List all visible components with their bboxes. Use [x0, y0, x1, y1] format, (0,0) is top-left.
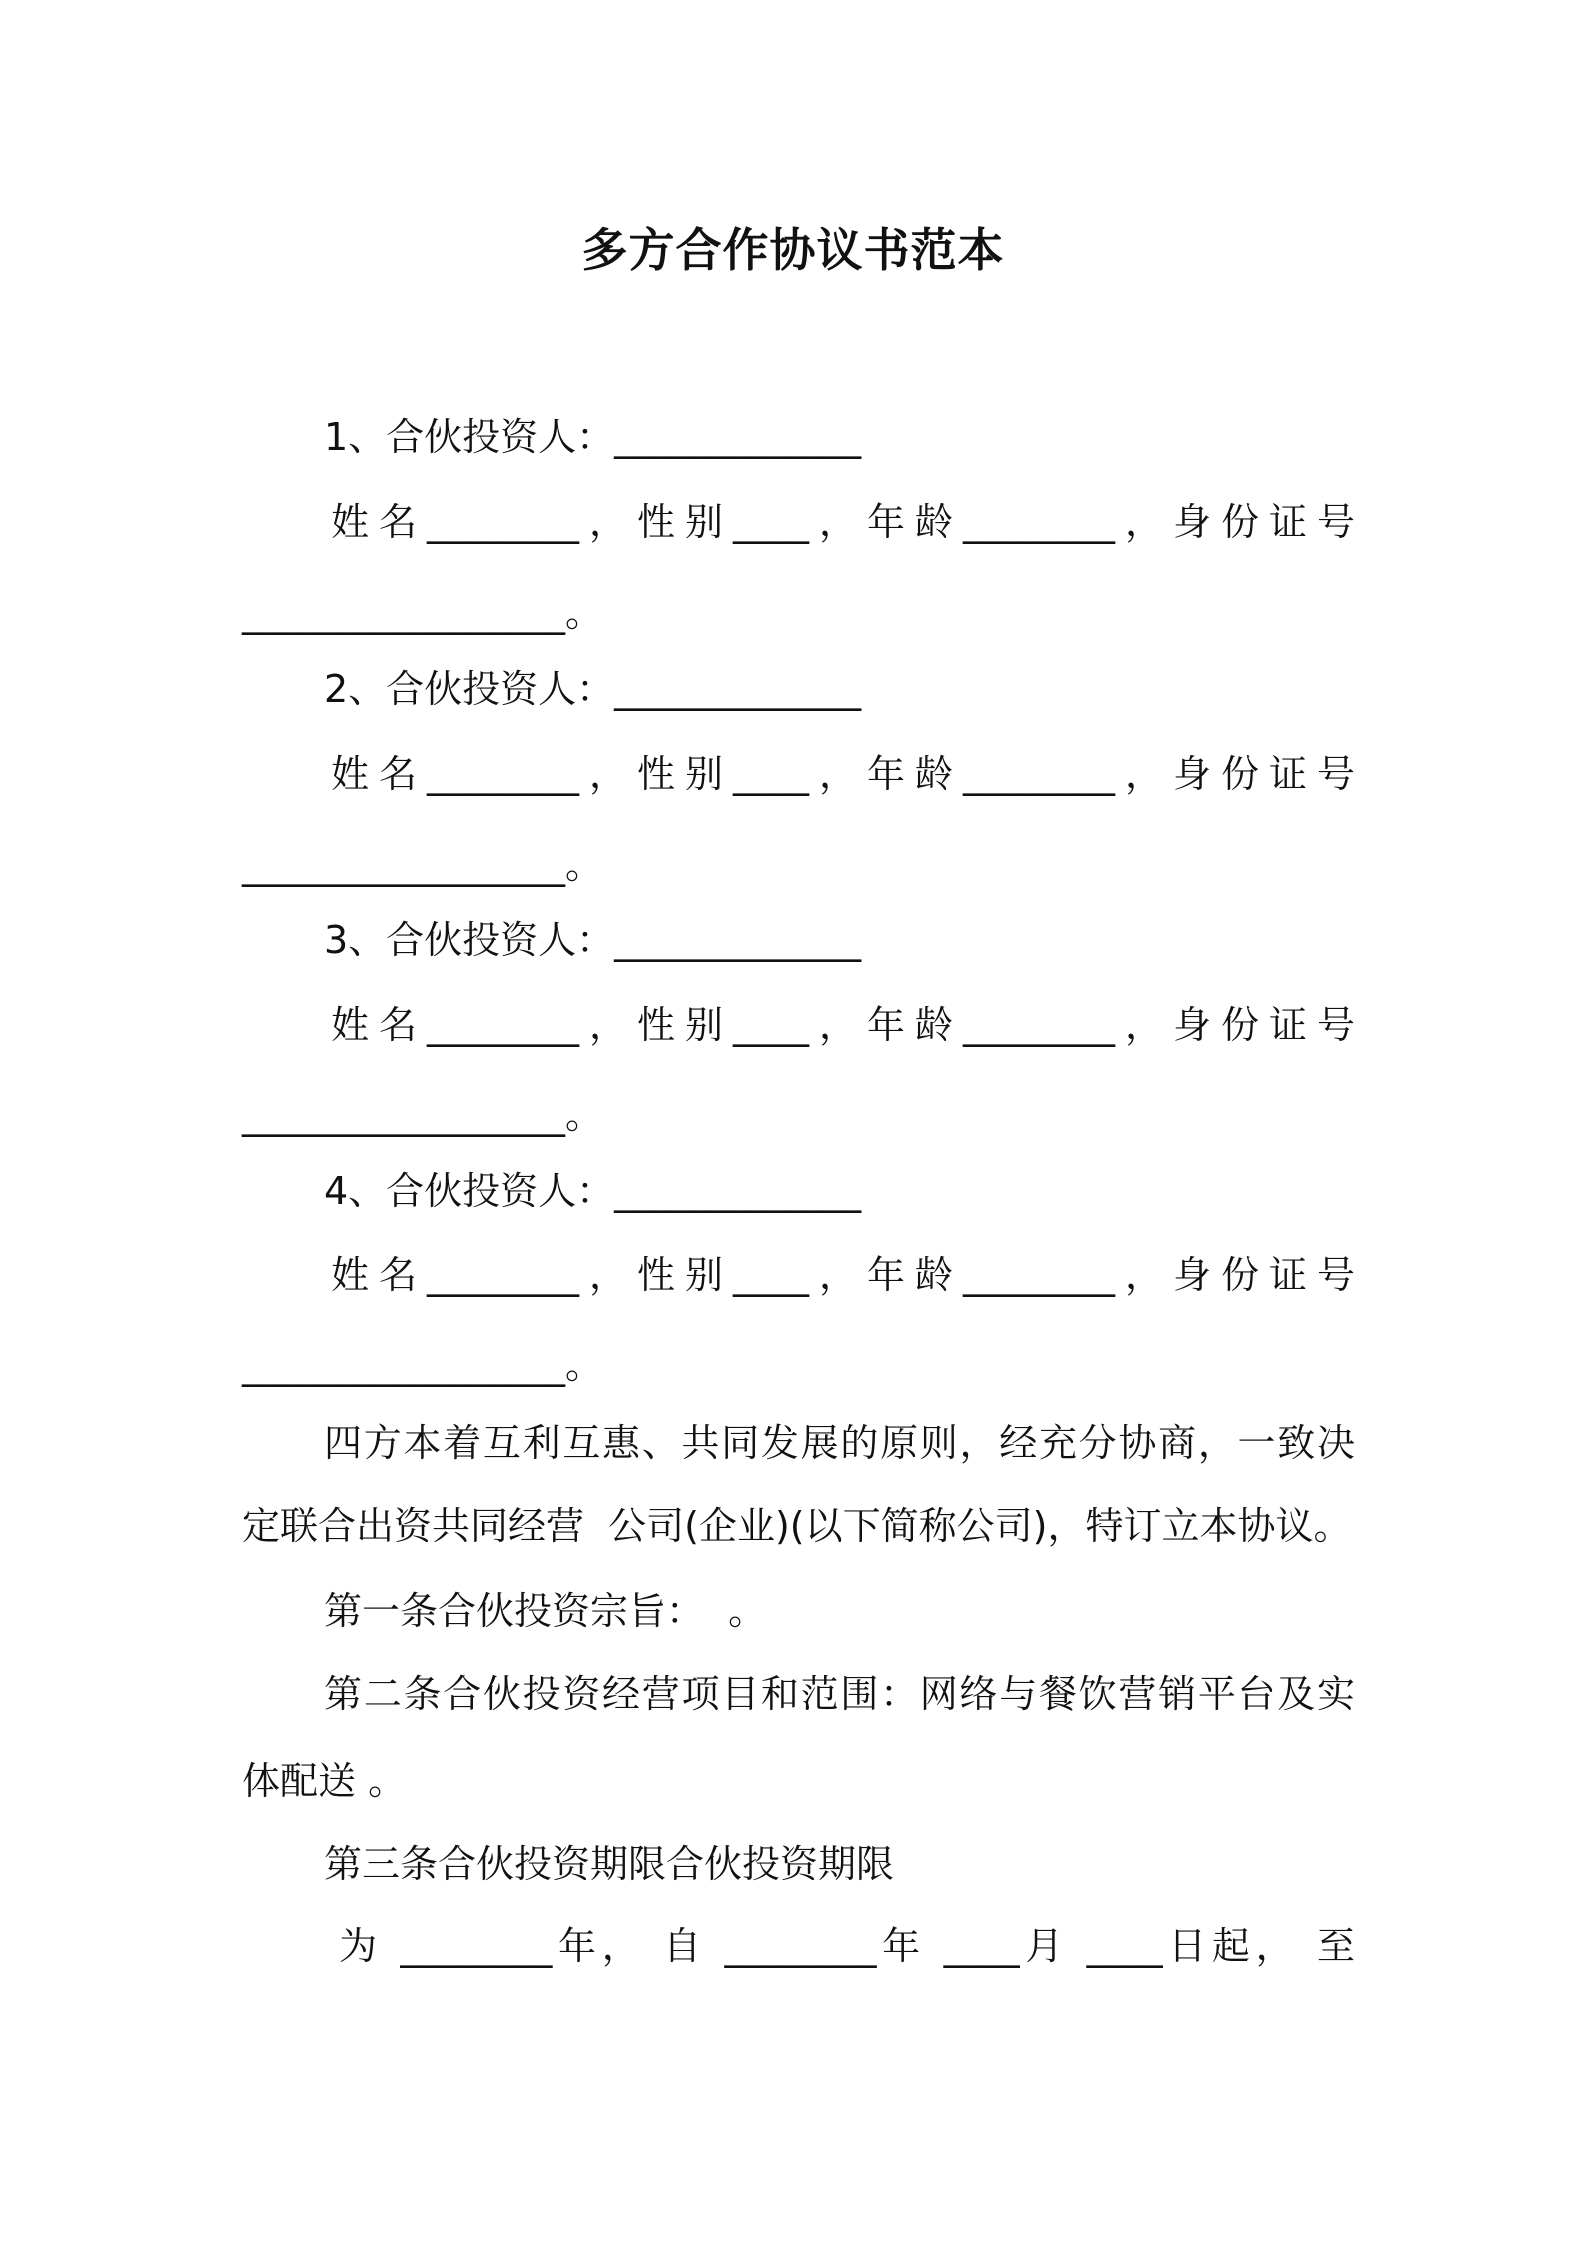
partner-3-details: 姓名________，性别____，年龄________，身份证号 — [331, 1003, 1355, 1047]
document-title: 多方合作协议书范本 — [581, 223, 1005, 277]
partner-2-heading: 2、合伙投资人：_____________ — [324, 667, 862, 711]
partner-2-details: 姓名________，性别____，年龄________，身份证号 — [331, 752, 1355, 796]
article-2-line-2: 体配送 。 — [242, 1759, 407, 1803]
partner-4-details: 姓名________，性别____，年龄________，身份证号 — [331, 1253, 1355, 1297]
preamble-line-1: 四方本着互利互惠、共同发展的原则，经充分协商，一致决 — [324, 1421, 1355, 1465]
partner-1-heading: 1、合伙投资人：_____________ — [324, 415, 862, 459]
article-3-line-2: 为 ________年， 自 ________年 ____月 ____日起， 至 — [339, 1924, 1355, 1968]
article-3-line-1: 第三条合伙投资期限合伙投资期限 — [324, 1842, 895, 1886]
article-1-line-1: 第一条合伙投资宗旨： 。 — [324, 1589, 767, 1633]
partner-1-id-line: _________________。 — [242, 591, 604, 635]
partner-3-id-line: _________________。 — [242, 1093, 604, 1137]
partner-2-id-line: _________________。 — [242, 843, 604, 887]
preamble-line-2: 定联合出资共同经营 公司(企业)(以下简称公司)，特订立本协议。 — [242, 1504, 1352, 1548]
partner-4-id-line: _________________。 — [242, 1343, 604, 1387]
article-2-line-1: 第二条合伙投资经营项目和范围：网络与餐饮营销平台及实 — [324, 1672, 1355, 1716]
partner-3-heading: 3、合伙投资人：_____________ — [324, 918, 862, 962]
partner-4-heading: 4、合伙投资人：_____________ — [324, 1169, 862, 1213]
partner-1-details: 姓名________，性别____，年龄________，身份证号 — [331, 500, 1355, 544]
